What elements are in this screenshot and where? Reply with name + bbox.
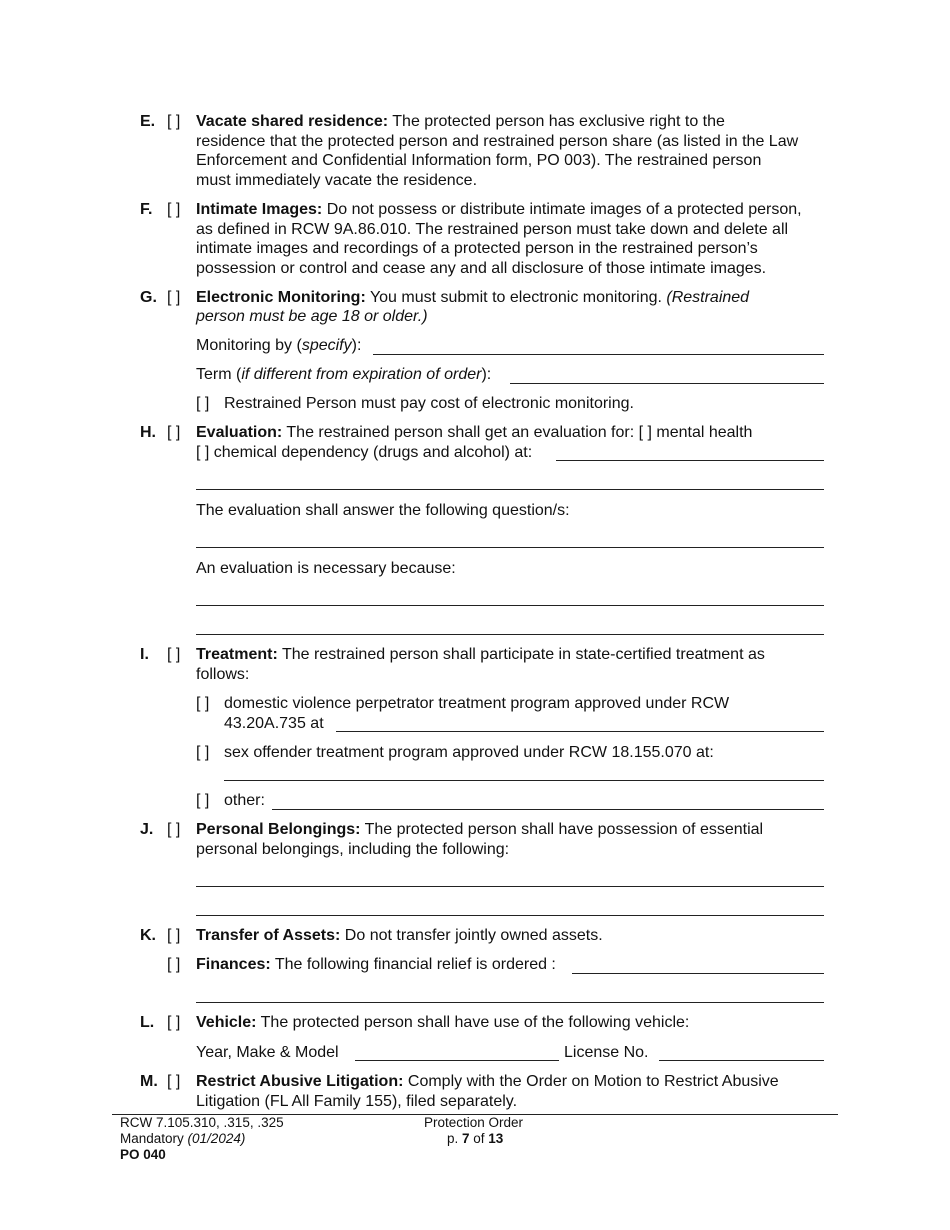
necessary-field-2[interactable]: [196, 634, 824, 635]
checkbox[interactable]: [ ]: [196, 695, 210, 712]
checkbox[interactable]: [ ]: [167, 424, 181, 441]
checkbox[interactable]: [ ]: [167, 956, 181, 973]
footer-doc-title: Protection Order: [424, 1115, 524, 1130]
footer-page-number: p. 7 of 13: [447, 1131, 504, 1146]
questions-field[interactable]: [196, 547, 824, 548]
section-text: Treatment: The restrained person shall participate in state-certified treatment as: [196, 646, 765, 663]
belongings-field[interactable]: [196, 886, 824, 887]
checkbox[interactable]: [ ]: [167, 927, 181, 944]
dv-treatment-text: 43.20A.735 at: [224, 715, 324, 732]
checkbox[interactable]: [ ]: [167, 646, 181, 663]
term-field[interactable]: [510, 383, 824, 384]
section-letter: J.: [140, 821, 154, 838]
section-text: follows:: [196, 666, 250, 683]
section-text: residence that the protected person and restrained person share (as listed in the Law: [196, 133, 799, 150]
section-text: Litigation (FL All Family 155), filed separately.: [196, 1093, 518, 1110]
checkbox[interactable]: [ ]: [196, 744, 210, 761]
section-text: must immediately vacate the residence.: [196, 172, 478, 189]
section-letter: I.: [140, 646, 149, 663]
section-title: Personal Belongings:: [196, 821, 361, 838]
section-letter: G.: [140, 289, 157, 306]
footer-rcw: RCW 7.105.310, .315, .325: [120, 1115, 284, 1130]
necessary-field[interactable]: [196, 605, 824, 606]
section-text: Evaluation: The restrained person shall get an evaluation for: [ ] mental health: [196, 424, 753, 441]
year-make-model-label: Year, Make & Model: [196, 1044, 339, 1061]
section-title: Vacate shared residence:: [196, 113, 389, 130]
checkbox[interactable]: [ ]: [167, 289, 181, 306]
term-label: Term (if different from expiration of order):: [196, 366, 492, 383]
checkbox[interactable]: [ ]: [167, 821, 181, 838]
dv-treatment-field[interactable]: [336, 731, 824, 732]
checkbox[interactable]: [ ]: [167, 113, 181, 130]
monitoring-by-field[interactable]: [373, 354, 824, 355]
section-title: Restrict Abusive Litigation:: [196, 1073, 404, 1090]
questions-label: The evaluation shall answer the following question/s:: [196, 502, 570, 519]
evaluation-location-field-2[interactable]: [196, 489, 824, 490]
checkbox[interactable]: [ ]: [167, 201, 181, 218]
license-field[interactable]: [659, 1060, 824, 1061]
section-text: [ ] chemical dependency (drugs and alcohol) at:: [196, 444, 533, 461]
checkbox[interactable]: [ ]: [196, 395, 210, 412]
other-text: other:: [224, 792, 265, 809]
section-letter: E.: [140, 113, 156, 130]
section-title: Evaluation:: [196, 424, 283, 441]
year-make-model-field[interactable]: [355, 1060, 559, 1061]
section-letter: L.: [140, 1014, 155, 1031]
sex-offender-text: sex offender treatment program approved under RCW 18.155.070 at:: [224, 744, 714, 761]
checkbox[interactable]: [ ]: [167, 1014, 181, 1031]
section-title: Electronic Monitoring:: [196, 289, 366, 306]
necessary-label: An evaluation is necessary because:: [196, 560, 456, 577]
checkbox[interactable]: [ ]: [196, 792, 210, 809]
checkbox[interactable]: [ ]: [167, 1073, 181, 1090]
section-text: Transfer of Assets: Do not transfer jointly owned assets.: [196, 927, 603, 944]
evaluation-location-field[interactable]: [556, 460, 824, 461]
license-label: License No.: [564, 1044, 649, 1061]
dv-treatment-text: domestic violence perpetrator treatment program approved under RCW: [224, 695, 730, 712]
section-text: Intimate Images: Do not possess or distribute intimate images of a protected person,: [196, 201, 802, 218]
other-field[interactable]: [272, 809, 824, 810]
section-text: person must be age 18 or older.): [196, 308, 428, 325]
section-title: Transfer of Assets:: [196, 927, 341, 944]
section-title: Vehicle:: [196, 1014, 257, 1031]
section-text: personal belongings, including the following:: [196, 841, 510, 858]
finances-field-2[interactable]: [196, 1002, 824, 1003]
finances-title: Finances:: [196, 956, 271, 973]
footer-form-number: PO 040: [120, 1147, 166, 1162]
belongings-field-2[interactable]: [196, 915, 824, 916]
footer-mandatory: Mandatory (01/2024): [120, 1131, 246, 1146]
section-letter: H.: [140, 424, 156, 441]
section-text: Vacate shared residence: The protected person has exclusive right to the: [196, 113, 725, 130]
section-title: Intimate Images:: [196, 201, 323, 218]
section-letter: M.: [140, 1073, 158, 1090]
section-letter: K.: [140, 927, 156, 944]
section-text: Personal Belongings: The protected person shall have possession of essential: [196, 821, 764, 838]
section-text: as defined in RCW 9A.86.010. The restrained person must take down and delete all: [196, 221, 789, 238]
section-title: Treatment:: [196, 646, 278, 663]
section-text: possession or control and cease any and all disclosure of those intimate images.: [196, 260, 767, 277]
monitoring-label: Monitoring by (specify):: [196, 337, 362, 354]
finances-field[interactable]: [572, 973, 824, 974]
section-letter: F.: [140, 201, 153, 218]
cost-text: Restrained Person must pay cost of electronic monitoring.: [224, 395, 634, 412]
section-text: Enforcement and Confidential Information form, PO 003). The restrained person: [196, 152, 762, 169]
sex-offender-field[interactable]: [224, 780, 824, 781]
section-text: Electronic Monitoring: You must submit to electronic monitoring. (Restrained: [196, 289, 750, 306]
section-text: Restrict Abusive Litigation: Comply with the Order on Motion to Restrict Abusive: [196, 1073, 779, 1090]
section-text: Vehicle: The protected person shall have use of the following vehicle:: [196, 1014, 690, 1031]
finances-text: Finances: The following financial relief is ordered :: [196, 956, 556, 973]
section-text: intimate images and recordings of a protected person in the restrained person’s: [196, 240, 758, 257]
